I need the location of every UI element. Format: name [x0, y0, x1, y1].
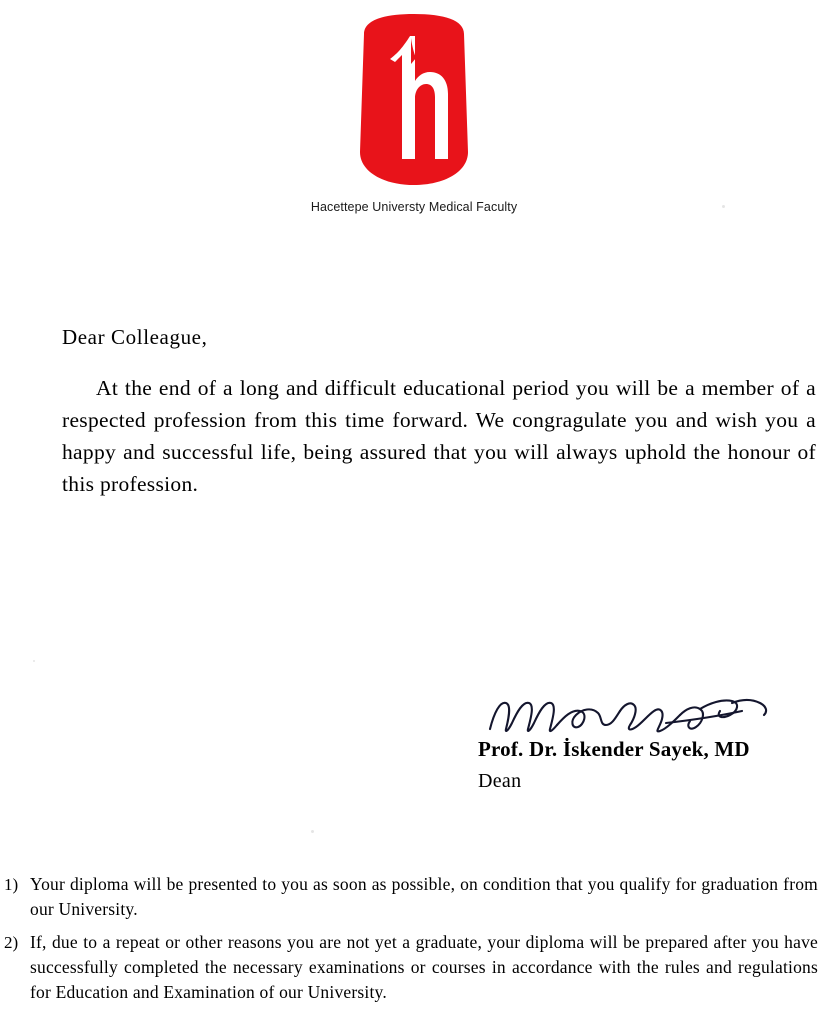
footnote-marker: 1) [4, 875, 19, 894]
letterhead [0, 0, 828, 214]
signer-title: Dean [478, 770, 522, 792]
footnote-item [4, 930, 818, 1005]
handwritten-signature-icon [484, 685, 818, 741]
hacettepe-h-logo-icon [354, 12, 474, 187]
paragraph-text: At the end of a long and difficult educational period you will be a member of a respected profession from this time forward. We congragulate you and wish you a happy and successful life, being assured that you will always uphold the honour of this profession. [62, 376, 816, 496]
footnote-item [4, 872, 818, 922]
footnote-marker: 2) [4, 933, 19, 952]
letter-paragraph [62, 372, 820, 500]
footnote-text: Your diploma will be presented to you as soon as possible, on condition that you qualify for graduation from our University. [30, 874, 818, 919]
scan-speck [722, 205, 725, 208]
signature-block [478, 685, 818, 793]
scan-speck [33, 660, 35, 662]
signer-name: Prof. Dr. İskender Sayek, MD [478, 737, 750, 761]
salutation: Dear Colleague, [62, 325, 208, 349]
scan-speck [311, 830, 314, 833]
footnotes [4, 872, 818, 1013]
organization-name: Hacettepe Universty Medical Faculty [310, 200, 518, 214]
footnote-text: If, due to a repeat or other reasons you are not yet a graduate, your diploma will be prepared after you have successfully completed the necessary examinations or courses in accordance with the rules and regulations for Education and Examination of our University. [30, 932, 818, 1002]
letter-body [62, 325, 820, 500]
